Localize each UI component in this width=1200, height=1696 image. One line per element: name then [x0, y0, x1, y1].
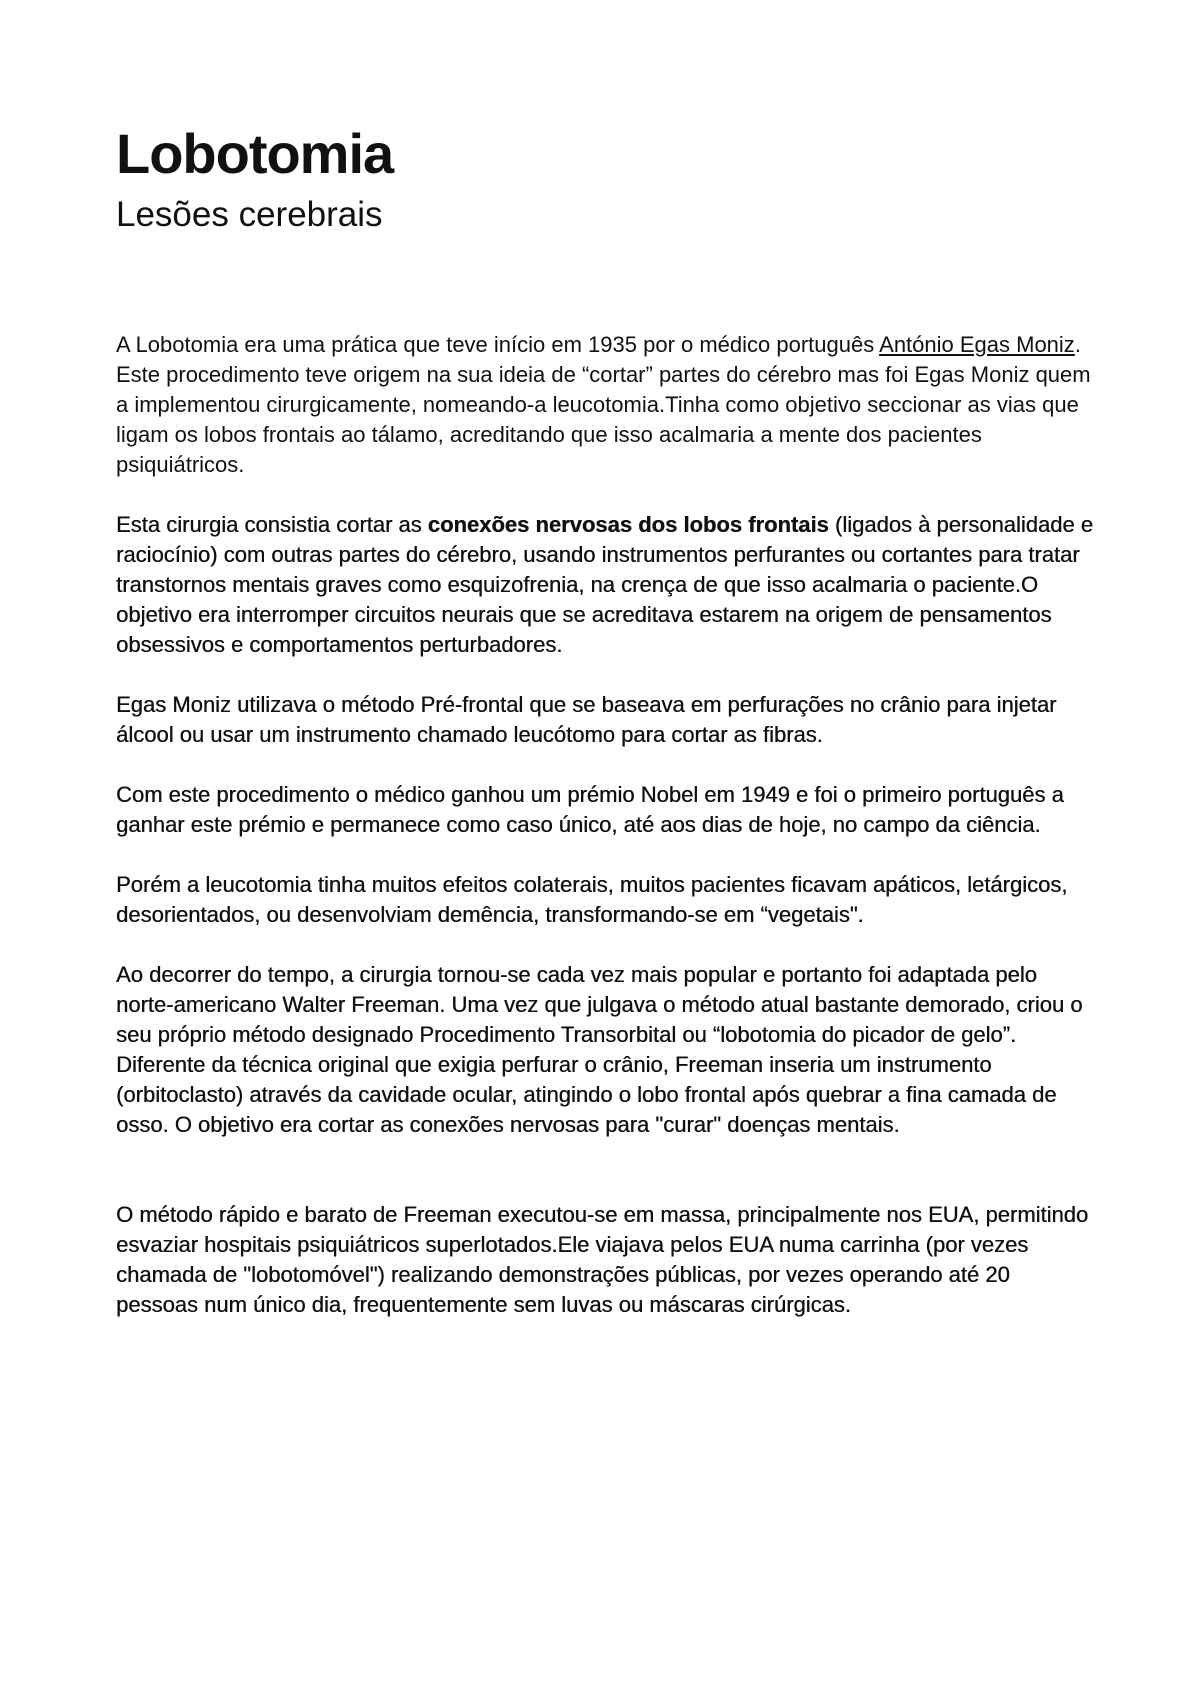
paragraph-prefrontal-method: Egas Moniz utilizava o método Pré-frontal que se baseava em perfurações no crânio para injetar álcool ou usar um instrumento chamado leucótomo para cortar as fibras. — [116, 692, 1057, 747]
paragraph-side-effects: Porém a leucotomia tinha muitos efeitos colaterais, muitos pacientes ficavam apáticos, letárgicos, desorientados, ou desenvolviam demência, transformando-se em “vegetais". — [116, 872, 1068, 927]
paragraph-mass-execution: O método rápido e barato de Freeman executou-se em massa, principalmente nos EUA, permitindo esvaziar hospitais psiquiátricos superlotados.Ele viajava pelos EUA numa carrinha (por vezes chamada de "lobotomóvel") realizando demonstrações públicas, por vezes operando até 20 pessoas num único dia, frequentemente sem luvas ou máscaras cirúrgicas. — [116, 1202, 1089, 1317]
paragraph-text: Esta cirurgia consistia cortar as — [116, 512, 428, 537]
egas-moniz-link[interactable]: António Egas Moniz — [879, 332, 1075, 357]
bold-phrase: conexões nervosas dos lobos frontais — [427, 512, 829, 537]
document-body — [116, 330, 1096, 1320]
document-title: Lobotomia — [116, 122, 394, 185]
paragraph-text: (ligados à personalidade e raciocínio) com outras partes do cérebro, usando instrumentos perfurantes ou cortantes para tratar transtornos mentais graves como esquizofrenia, na crença de que isso acalmaria o paciente.O objetivo era interromper circuitos neurais que se acreditava estarem na origem de pensamentos obsessivos e comportamentos perturbadores. — [116, 512, 1093, 657]
paragraph-text: . Este procedimento teve origem na sua ideia de “cortar” partes do cérebro mas foi Egas Moniz quem a implementou cirurgicamente, nomeando-a leucotomia.Tinha como objetivo seccionar as vias que ligam os lobos frontais ao tálamo, acreditando que isso acalmaria a mente dos pacientes psiquiátricos. — [116, 332, 1091, 477]
paragraph-surgery — [116, 510, 1096, 660]
document-page — [116, 118, 1096, 1350]
paragraph-freeman: Ao decorrer do tempo, a cirurgia tornou-se cada vez mais popular e portanto foi adaptada pelo norte-americano Walter Freeman. Uma vez que julgava o método atual bastante demorado, criou o seu próprio método designado Procedimento Transorbital ou “lobotomia do picador de gelo”. Diferente da técnica original que exigia perfurar o crânio, Freeman inseria um instrumento (orbitoclasto) através da cavidade ocular, atingindo o lobo frontal após quebrar a fina camada de osso. O objetivo era cortar as conexões nervosas para "curar" doenças mentais. — [116, 962, 1083, 1137]
paragraph-nobel-prize: Com este procedimento o médico ganhou um prémio Nobel em 1949 e foi o primeiro português a ganhar este prémio e permanece como caso único, até aos dias de hoje, no campo da ciência. — [116, 782, 1064, 837]
paragraph-introduction — [116, 330, 1096, 480]
document-subtitle: Lesões cerebrais — [116, 195, 383, 234]
paragraph-text: A Lobotomia era uma prática que teve início em 1935 por o médico português — [116, 332, 880, 357]
